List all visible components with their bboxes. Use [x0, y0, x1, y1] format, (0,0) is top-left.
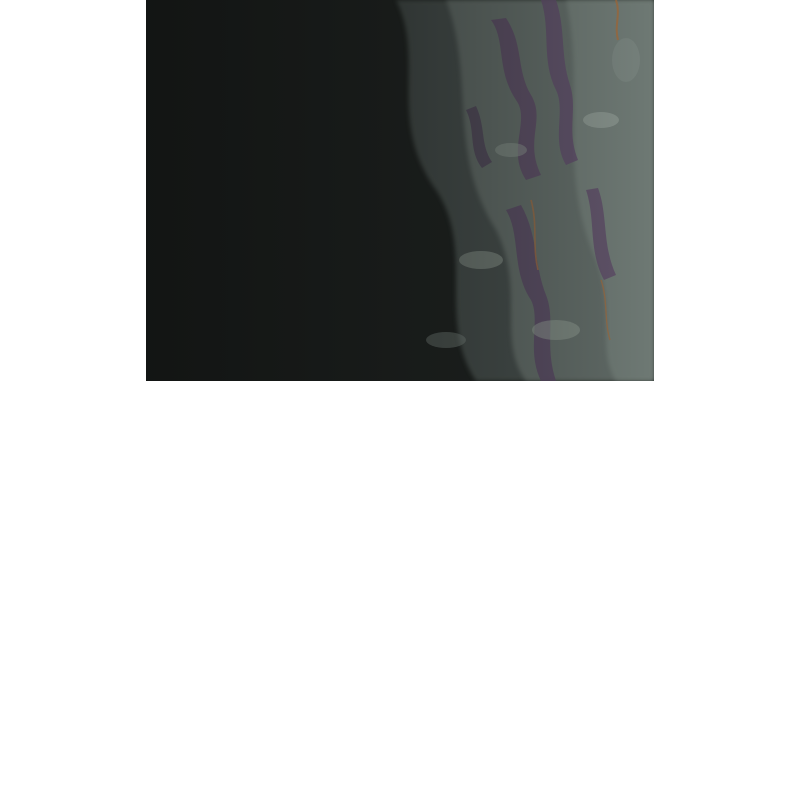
- supporting-color-swatch-1: [146, 610, 315, 800]
- rug-texture-image: [146, 0, 654, 381]
- supporting-color-swatch-2: [315, 610, 485, 800]
- supporting-color-swatch-3: [485, 610, 654, 800]
- swatch-info-text: [165, 24, 431, 38]
- dominant-color-swatch: [146, 400, 654, 590]
- abstract-texture-art: [146, 0, 654, 381]
